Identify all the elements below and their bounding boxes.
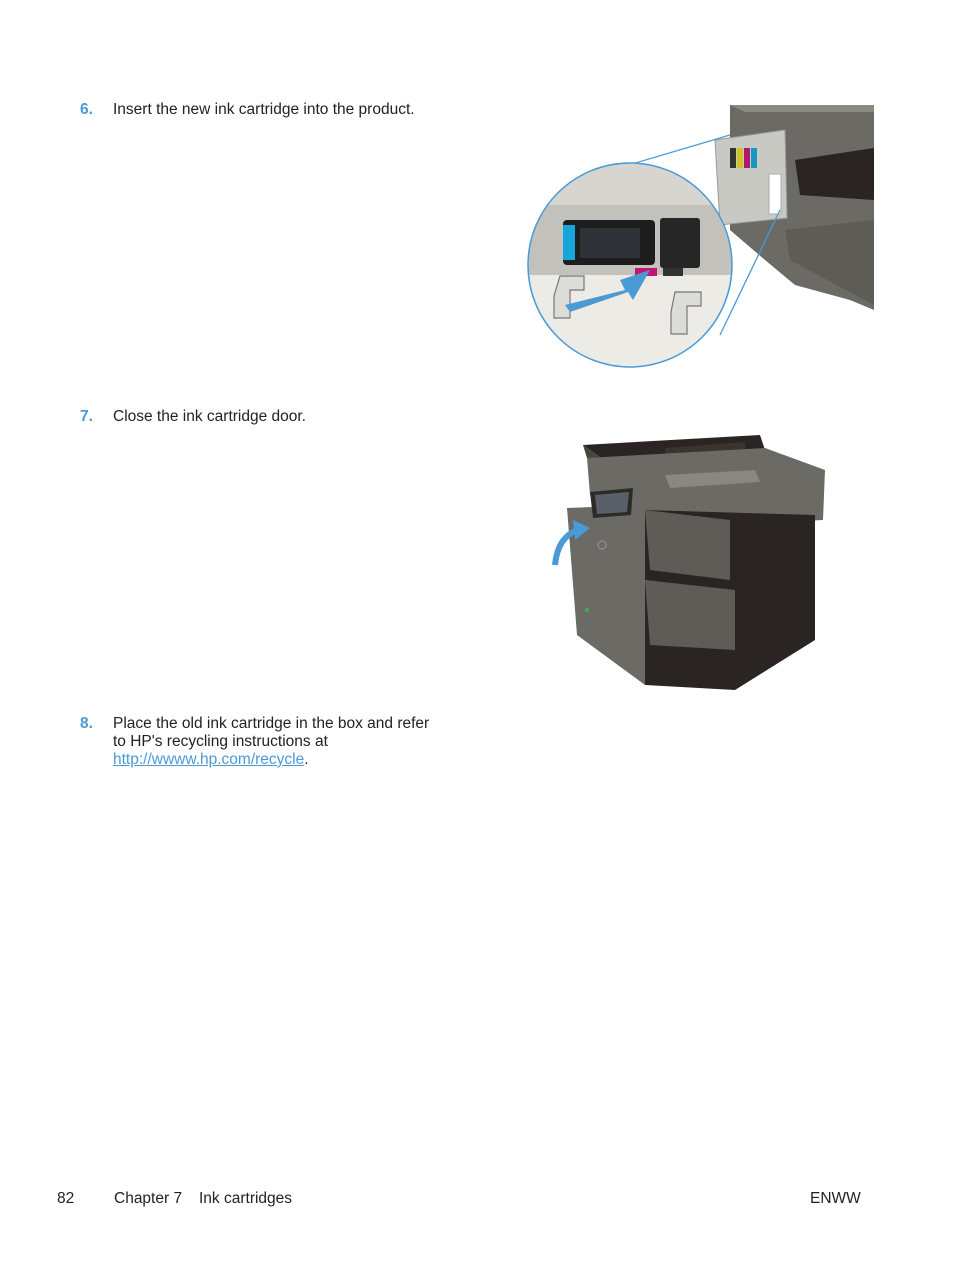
close-door-illustration — [545, 420, 830, 695]
step-text-line-1: Place the old ink cartridge in the box and refer — [113, 715, 430, 732]
step-text-line-3 — [113, 751, 453, 769]
link-suffix: . — [304, 751, 309, 768]
step-text-line-2: to HP's recycling instructions at — [113, 733, 328, 750]
step-number: 8. — [80, 715, 93, 732]
insert-cartridge-illustration — [525, 100, 875, 370]
recycle-link[interactable]: http://wwww.hp.com/recycle — [113, 751, 305, 768]
footer-chapter: Chapter 7 — [114, 1190, 183, 1207]
page-number: 82 — [57, 1190, 75, 1207]
footer-chapter-title: Ink cartridges — [199, 1190, 293, 1207]
step-number: 6. — [80, 101, 93, 118]
step-text: Close the ink cartridge door. — [113, 408, 306, 425]
step-text: Insert the new ink cartridge into the product. — [113, 101, 415, 118]
footer-doc-code: ENWW — [810, 1190, 861, 1207]
step-text — [113, 715, 453, 769]
step-number: 7. — [80, 408, 93, 425]
